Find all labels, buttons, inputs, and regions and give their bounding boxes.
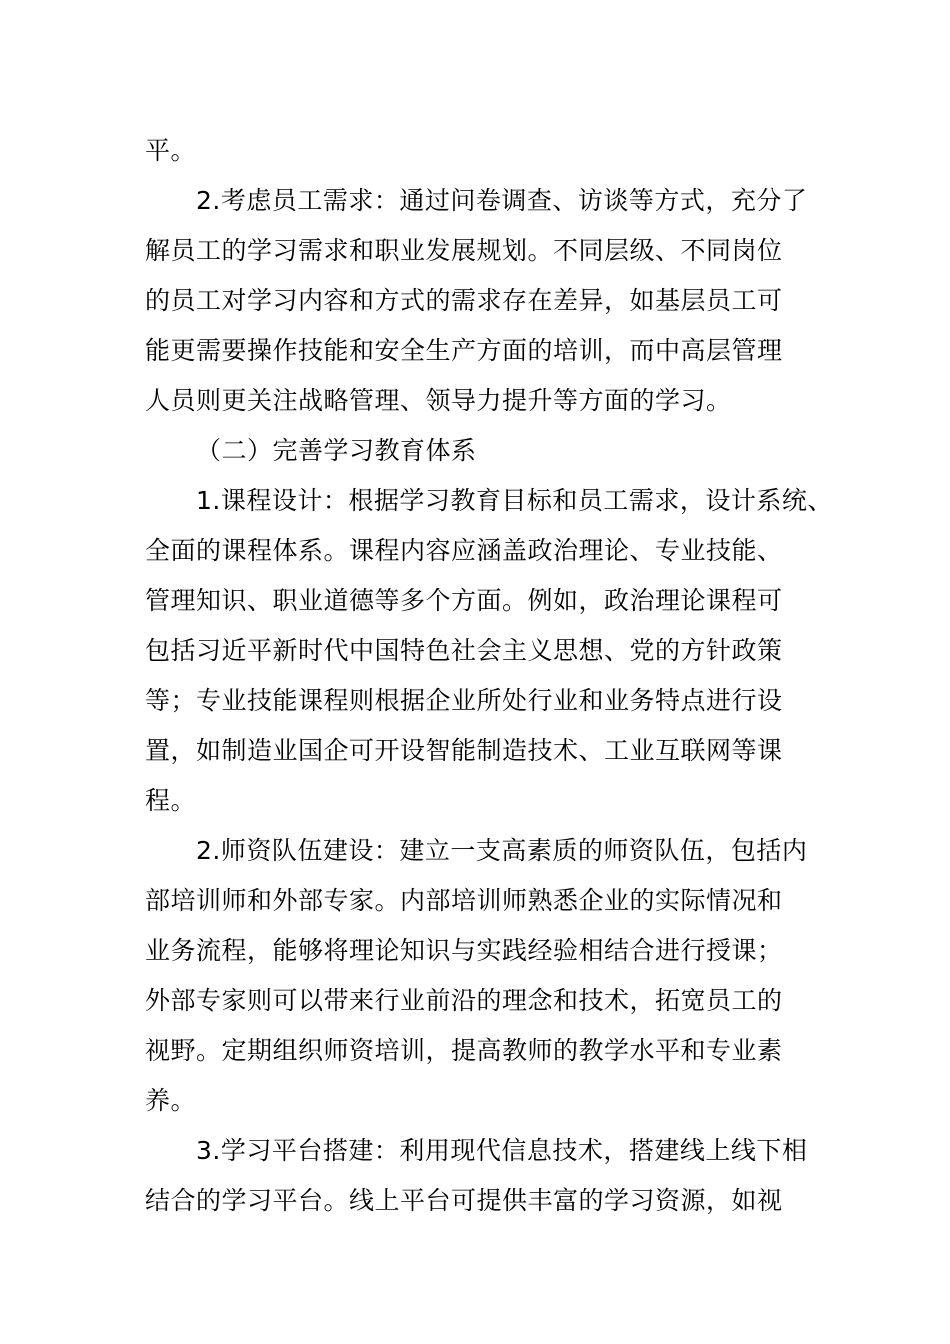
text-line: 结合的学习平台。线上平台可提供丰富的学习资源，如视 <box>145 1186 783 1215</box>
text-line: 平。 <box>145 136 197 165</box>
text-line: 2.师资队伍建设：建立一支高素质的师资队伍，包括内 <box>196 836 808 865</box>
text-line: 置，如制造业国企可开设智能制造技术、工业互联网等课 <box>145 736 783 765</box>
text-line: 等；专业技能课程则根据企业所处行业和业务特点进行设 <box>145 686 783 715</box>
text-line: 全面的课程体系。课程内容应涵盖政治理论、专业技能、 <box>145 536 783 565</box>
text-line: 程。 <box>145 786 197 815</box>
text-line: 人员则更关注战略管理、领导力提升等方面的学习。 <box>145 386 732 415</box>
text-line: 1.课程设计：根据学习教育目标和员工需求，设计系统、 <box>196 486 833 515</box>
text-line: 养。 <box>145 1086 197 1115</box>
text-line: 业务流程，能够将理论知识与实践经验相结合进行授课； <box>145 936 783 965</box>
text-line: 外部专家则可以带来行业前沿的理念和技术，拓宽员工的 <box>145 986 783 1015</box>
text-line: 解员工的学习需求和职业发展规划。不同层级、不同岗位 <box>145 236 783 265</box>
text-line: 包括习近平新时代中国特色社会主义思想、党的方针政策 <box>145 636 783 665</box>
text-line: 3.学习平台搭建：利用现代信息技术，搭建线上线下相 <box>196 1136 808 1165</box>
text-line: 部培训师和外部专家。内部培训师熟悉企业的实际情况和 <box>145 886 783 915</box>
text-line: 视野。定期组织师资培训，提高教师的教学水平和专业素 <box>145 1036 783 1065</box>
text-line: 管理知识、职业道德等多个方面。例如，政治理论课程可 <box>145 586 783 615</box>
section-heading: （二）完善学习教育体系 <box>196 436 477 465</box>
text-line: 2.考虑员工需求：通过问卷调查、访谈等方式，充分了 <box>196 186 808 215</box>
text-line: 的员工对学习内容和方式的需求存在差异，如基层员工可 <box>145 286 783 315</box>
text-line: 能更需要操作技能和安全生产方面的培训，而中高层管理 <box>145 336 783 365</box>
